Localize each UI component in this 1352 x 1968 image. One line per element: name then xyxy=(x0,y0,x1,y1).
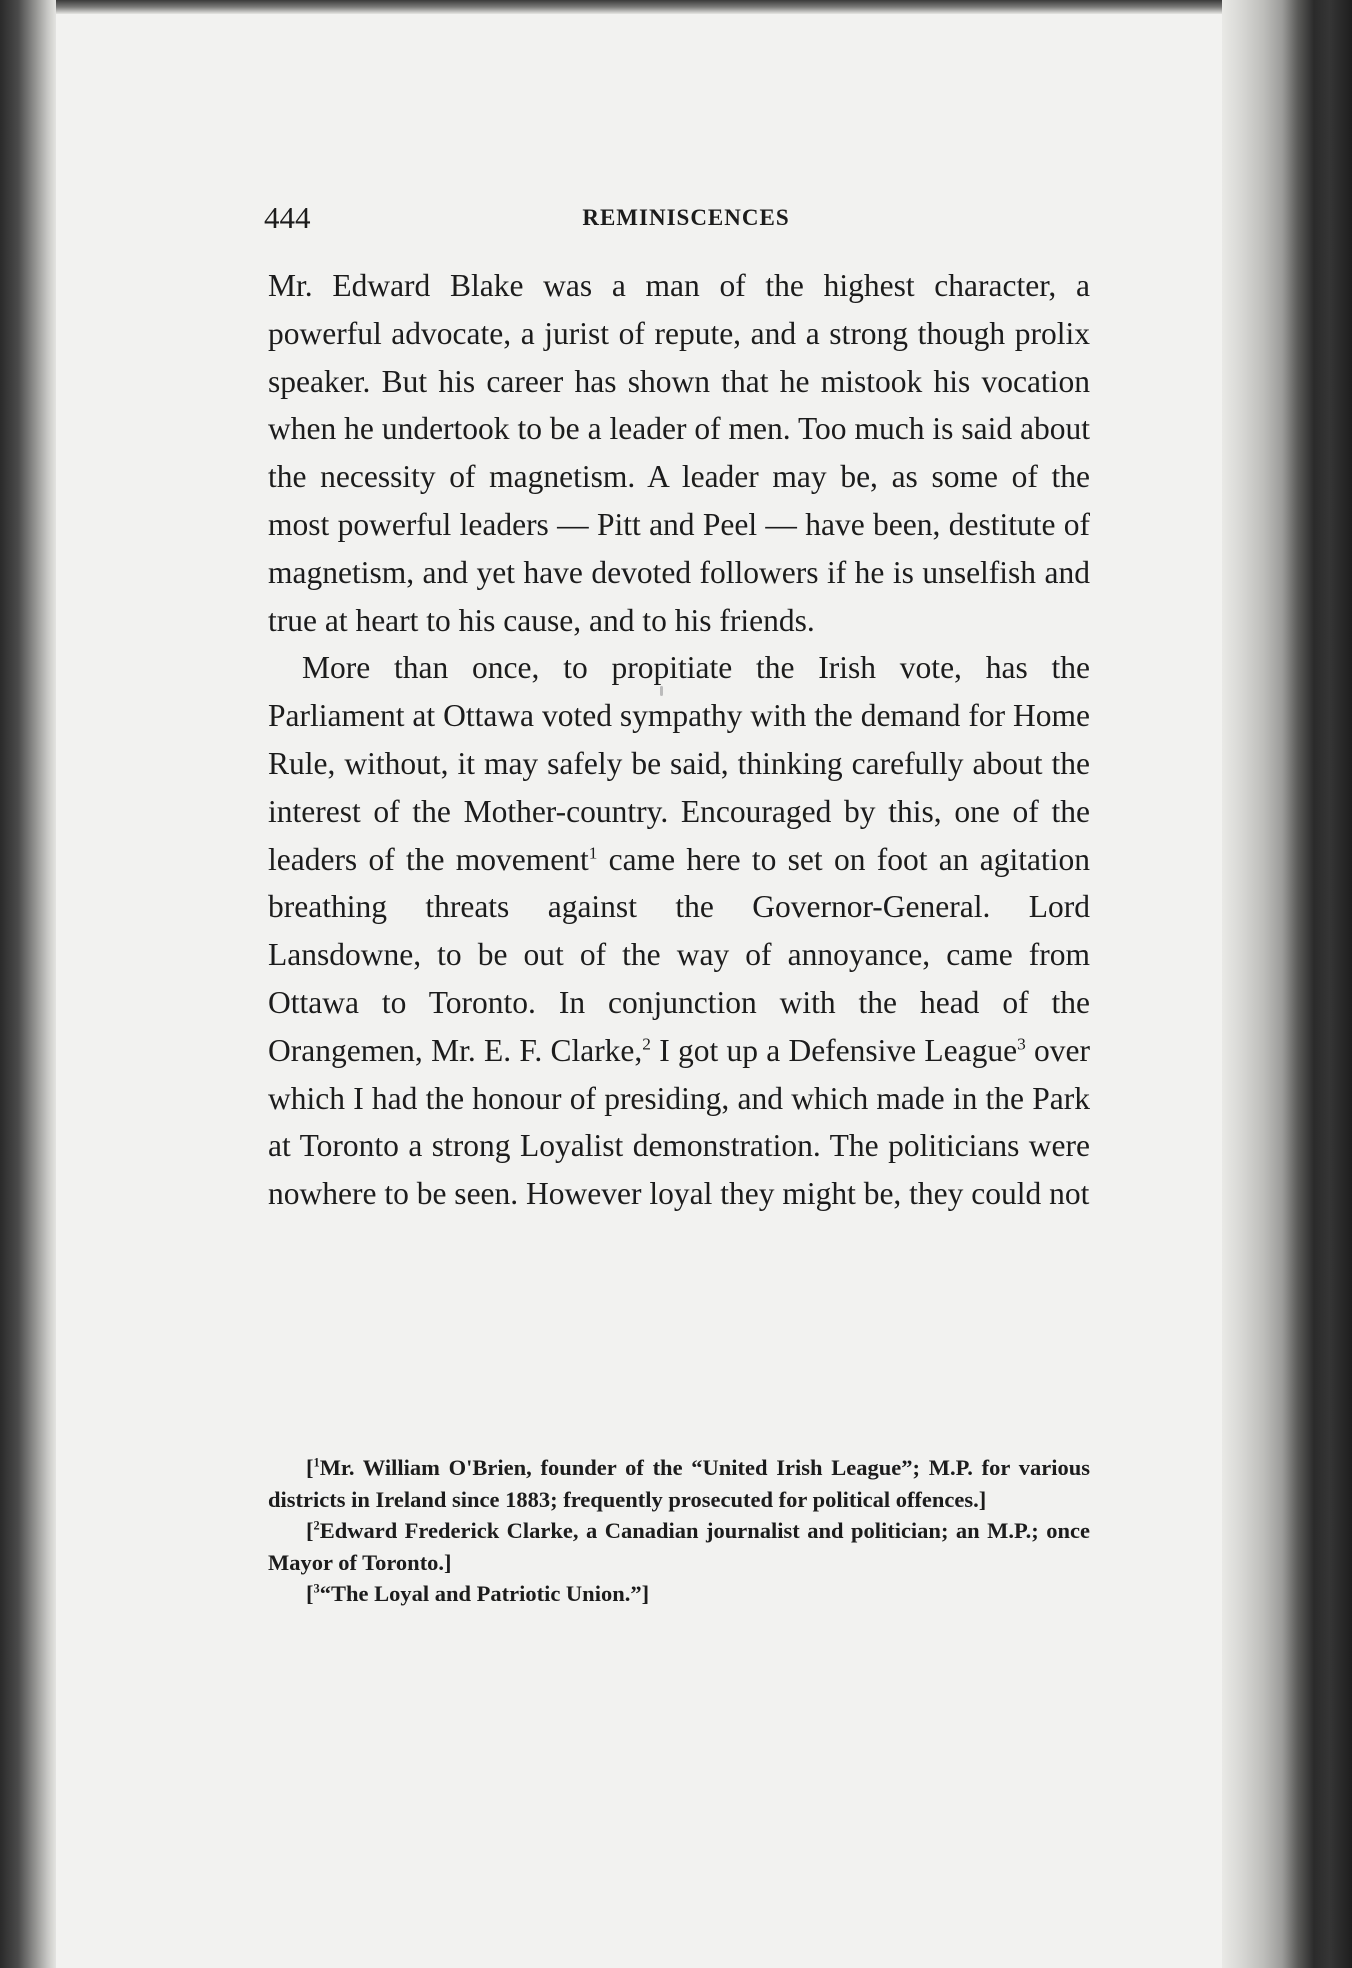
footnote-marker: 1 xyxy=(313,1455,320,1470)
paragraph-text: over which I had the honour of presiding, and which made in the Park at Toronto a strong Loyalist demonstration. The politicians were nowhere to be seen. However loyal they might be, they could not xyxy=(268,1032,1090,1212)
paper-speck xyxy=(660,686,663,696)
paragraph-text: came here to set on foot an agitation breathing threats against the Governor-General. Lord Lansdowne, to be out of the way of annoyance, came from Ottawa to Toronto. In conjunction with the head of the Orangemen, Mr. E. F. Clarke, xyxy=(268,841,1090,1068)
footnote-marker: 2 xyxy=(313,1518,320,1533)
footnotes xyxy=(268,1452,1090,1610)
footnote-marker: 3 xyxy=(313,1581,320,1596)
paragraph-text: I got up a Defensive League xyxy=(650,1032,1018,1068)
paragraph-text: More than once, to propitiate the Irish vote, has the Parliament at Ottawa voted sympathy with the demand for Home Rule, without, it may safely be said, thinking carefully about the interest of the Mother-country. Encouraged by this, one of the leaders of the movement xyxy=(268,650,1090,877)
footnote: [$^2$Edward Frederick Clarke, a Canadian journalist and politician; an M.P.; once Mayor of Toronto.] xyxy=(268,1518,1090,1575)
running-head: REMINISCENCES xyxy=(582,205,790,230)
footnote-text: “The Loyal and Patriotic Union.”] xyxy=(319,1581,650,1606)
footnote-reference[interactable]: 1 xyxy=(588,843,598,863)
footnote-text: Mr. William O'Brien, founder of the “United Irish League”; M.P. for various districts in Ireland since 1883; frequently prosecuted for political offences.] xyxy=(268,1455,1090,1512)
footnote: [$^3$“The Loyal and Patriotic Union.”] xyxy=(306,1581,650,1606)
body-text xyxy=(268,262,1090,1218)
footnote-reference[interactable]: 3 xyxy=(1017,1034,1026,1054)
page-number: 444 xyxy=(264,200,311,235)
footnote-text: Edward Frederick Clarke, a Canadian journalist and politician; an M.P.; once Mayor of Toronto.] xyxy=(268,1518,1090,1575)
page-top-edge xyxy=(0,0,1352,14)
paragraph: Mr. Edward Blake was a man of the highest character, a powerful advocate, a jurist of repute, and a strong though prolix speaker. But his career has shown that he mistook his vocation when he undertook to be a leader of men. Too much is said about the necessity of magnetism. A leader may be, as some of the most powerful leaders — Pitt and Peel — have been, destitute of magnetism, and yet have devoted followers if he is unselfish and true at heart to his cause, and to his friends. xyxy=(268,268,1090,638)
footnote-reference[interactable]: 2 xyxy=(642,1034,651,1054)
book-spine-left xyxy=(0,0,56,1968)
page-right-edge xyxy=(1222,0,1352,1968)
page-header xyxy=(264,198,1072,238)
footnote: [$^1$Mr. William O'Brien, founder of the “United Irish League”; M.P. for various districts in Ireland since 1883; frequently prosecuted for political offences.] xyxy=(268,1455,1090,1512)
paragraph xyxy=(268,644,1090,1218)
